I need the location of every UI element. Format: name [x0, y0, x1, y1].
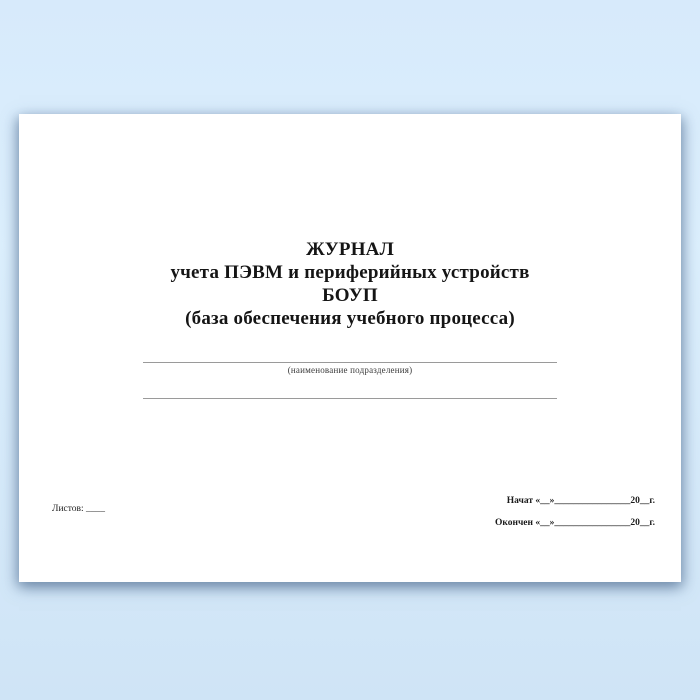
dates-block	[495, 496, 655, 529]
title-line-org: БОУП	[322, 285, 378, 306]
finished-date-label: Окончен «__»________________20__г.	[494, 518, 655, 528]
department-name-field-second-line	[143, 398, 557, 399]
sheets-count-label: Листов: ____	[52, 504, 106, 514]
journal-title	[19, 238, 681, 330]
department-name-caption: (наименование подразделения)	[287, 365, 413, 375]
title-line-journal: ЖУРНАЛ	[306, 239, 394, 260]
department-name-field	[143, 362, 557, 375]
title-line-org-full: (база обеспечения учебного процесса)	[185, 308, 515, 329]
title-line-subject: учета ПЭВМ и периферийных устройств	[170, 262, 530, 283]
journal-cover-page	[19, 114, 681, 582]
started-date-label: Начат «__»________________20__г.	[506, 496, 655, 506]
